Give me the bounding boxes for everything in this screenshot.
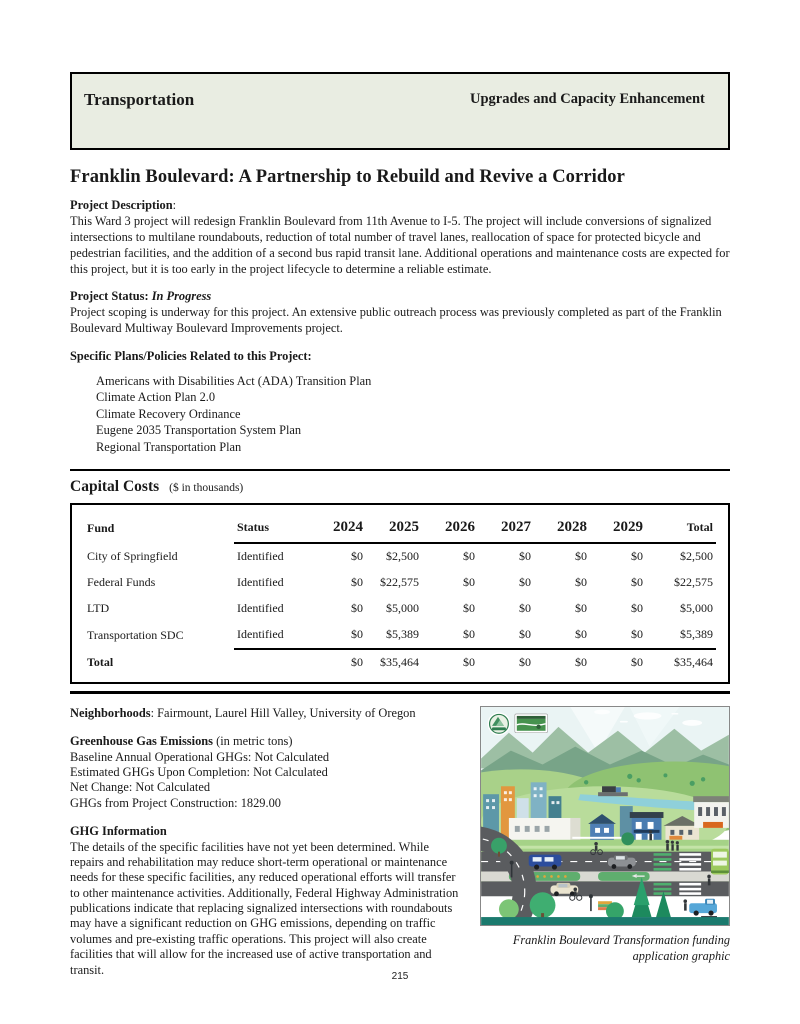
col-header-2027: 2027 [478,514,534,543]
neighborhoods-value: Fairmount, Laurel Hill Valley, University of Oregon [157,705,416,720]
capital-costs-table [84,514,716,676]
cell-status [234,649,310,676]
cell-2025: $5,389 [386,627,419,642]
cell-2025: $22,575 [380,575,419,590]
ghg-line: GHGs from Project Construction: 1829.00 [70,795,281,810]
neighborhoods-label: Neighborhoods [70,705,151,720]
table-total-row [84,649,716,676]
white-mansion [693,796,729,828]
project-description-label: Project Description [70,198,173,212]
col-header-2026: 2026 [422,514,478,543]
cell-status: Identified [237,575,284,590]
cell-2026: $0 [463,601,475,616]
cell-2027: $0 [519,627,531,642]
project-illustration-figure [480,706,730,965]
teal-strip [481,917,729,925]
cell-status: Identified [237,627,284,642]
eugene-logo [488,712,511,735]
cell-2028: $0 [575,601,587,616]
table-row [84,543,716,570]
plan-item: Climate Action Plan 2.0 [96,390,216,405]
cell-total: $5,000 [680,601,713,616]
cell-2026: $0 [463,575,475,590]
cell-2028: $0 [575,549,587,564]
cell-fund: Total [87,654,114,669]
col-header-status: Status [234,514,310,543]
cell-2024: $0 [351,601,363,616]
col-header-2029: 2029 [590,514,646,543]
cell-2024: $0 [351,549,363,564]
cell-2024: $0 [351,575,363,590]
ghg-info-body: The details of the specific facilities have not yet been determined. While repairs and rehabilitation may reduce short-term operational or maintenance needs for these specific facilities, any reduced operational efforts will transfer to other maintenance activities. Additionally, Federal Highway Administration publications indicate that replacing signalized intersections with roundabouts may have a significant reduction on GHG emissions, depending on traffic volumes and pre-existing traffic operations. This project will also create facilities that will allow for the increased use of active transportation and transit. [70,839,459,977]
cell-2029: $0 [631,549,643,564]
cell-2028: $0 [575,575,587,590]
cell-status: Identified [237,549,284,564]
bridge [598,792,628,796]
project-status-separator: : [144,289,152,303]
cell-2028: $0 [575,627,587,642]
cell-2026: $0 [422,649,478,676]
table-row [84,570,716,596]
figure-caption: Franklin Boulevard Transformation funding application graphic [512,932,730,963]
project-status-value: In Progress [151,289,212,303]
ghg-info-heading: GHG Information [70,824,167,839]
cell-fund: LTD [87,601,110,616]
section-divider [70,691,730,694]
cell-2027: $0 [478,649,534,676]
capital-costs-heading [70,478,730,496]
ghg-line: Baseline Annual Operational GHGs: Not Calculated [70,749,330,764]
table-row [84,622,716,649]
cell-2027: $0 [519,549,531,564]
project-description-separator: : [172,198,177,212]
project-description-section [70,197,730,277]
header-banner [70,72,730,150]
project-status-label: Project Status [70,289,145,303]
cell-2025: $35,464 [366,649,422,676]
table-row [84,596,716,622]
cell-2024: $0 [351,627,363,642]
col-header-2024: 2024 [310,514,366,543]
plans-heading: Specific Plans/Policies Related to this Project: [70,349,312,363]
neighborhoods-separator: : [150,705,158,720]
plan-item: Americans with Disabilities Act (ADA) Transition Plan [96,374,372,388]
col-header-fund: Fund [87,520,115,535]
cell-2028: $0 [534,649,590,676]
project-illustration [480,706,730,926]
capital-costs-title: Capital Costs [70,477,160,495]
plan-item: Regional Transportation Plan [96,439,242,454]
section-divider [70,469,730,471]
cell-2027: $0 [519,575,531,590]
pickup-icon [689,899,717,916]
ghg-emissions-heading-line [70,734,465,749]
cell-2029: $0 [631,601,643,616]
cell-total: $5,389 [680,627,713,642]
col-header-2028: 2028 [534,514,590,543]
plans-section [70,347,730,455]
fence [572,837,627,839]
cell-2025: $2,500 [386,549,419,564]
cell-2029: $0 [631,627,643,642]
ghg-emissions-heading: Greenhouse Gas Emissions [70,734,213,749]
cell-2024: $0 [310,649,366,676]
project-description-body: This Ward 3 project will redesign Franklin Boulevard from 11th Avenue to I-5. The project will include conversions of signalized intersections to multilane roundabouts, reduction of total number of travel lanes, reallocation of space for protected bicycle and pedestrian facilities, and the addition of a second bus rapid transit lane. Additional operations and maintenance costs are expected for this project, but it is too early in the project lifecycle to determine a reliable estimate. [70,214,730,276]
capital-costs-table-box [70,503,730,684]
ghg-line: Net Change: Not Calculated [70,780,211,795]
springfield-logo [515,714,548,733]
cell-fund: Transportation SDC [87,627,184,642]
cell-status: Identified [237,601,284,616]
details-column [70,706,465,978]
banner-section-title: Transportation [84,90,195,109]
document-page [70,72,730,978]
plans-list [96,373,730,455]
banner-category-title: Upgrades and Capacity Enhancement [470,91,705,107]
cell-2029: $0 [631,575,643,590]
cell-total: $22,575 [674,575,713,590]
cell-total: $2,500 [680,549,713,564]
page-title: Franklin Boulevard: A Partnership to Rebuild and Revive a Corridor [70,167,625,187]
ghg-line: Estimated GHGs Upon Completion: Not Calculated [70,765,328,779]
col-header-2025: 2025 [366,514,422,543]
cell-total: $35,464 [646,649,716,676]
cell-2025: $5,000 [386,601,419,616]
ghg-emissions-note: (in metric tons) [212,734,293,749]
plan-item: Climate Recovery Ordinance [96,406,241,421]
cell-2029: $0 [590,649,646,676]
cell-2026: $0 [463,549,475,564]
plan-item: Eugene 2035 Transportation System Plan [96,423,302,438]
cell-2026: $0 [463,627,475,642]
page-number: 215 [391,971,409,982]
bus-icon [711,849,729,875]
cell-fund: City of Springfield [87,548,178,563]
cell-fund: Federal Funds [87,575,156,590]
col-header-total: Total [646,514,716,543]
project-status-body: Project scoping is underway for this project. An extensive public outreach process was previously completed as part of the Franklin Boulevard Multiway Boulevard Improvements project. [70,305,722,335]
cell-2027: $0 [519,601,531,616]
project-status-section [70,288,730,336]
capital-costs-note: ($ in thousands) [169,481,244,494]
table-header-row [84,514,716,543]
neighborhoods-line [70,706,465,721]
